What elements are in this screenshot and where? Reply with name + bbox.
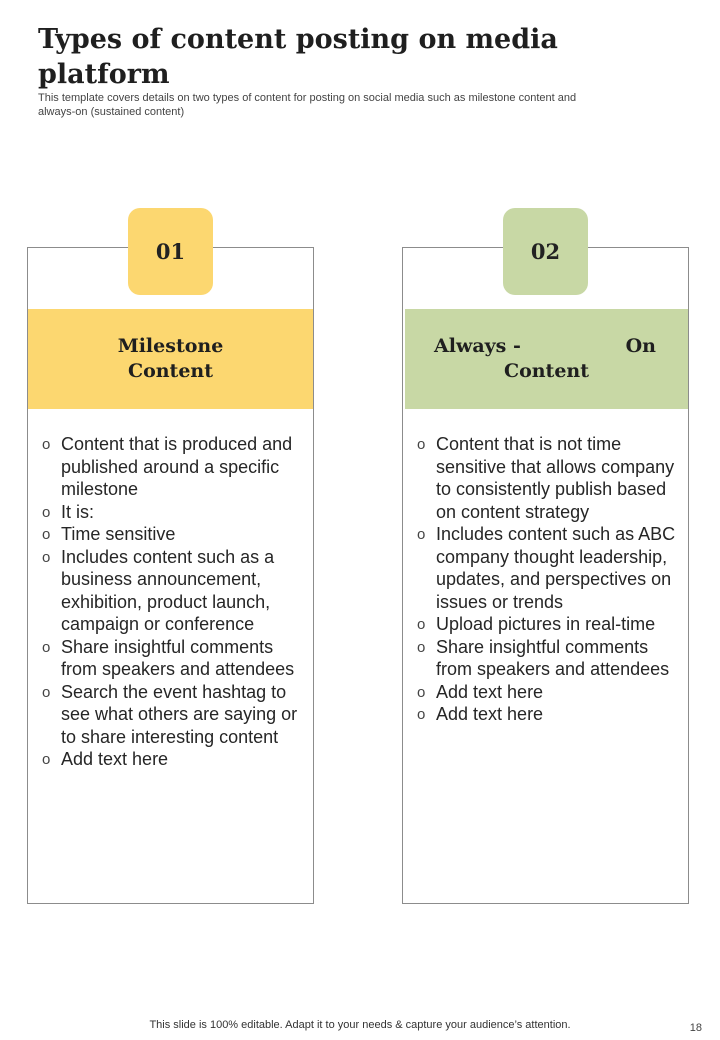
footer-note: This slide is 100% editable. Adapt it to your needs & capture your audience’s attention. [149, 1019, 571, 1031]
list-item [417, 703, 685, 726]
list-item [42, 681, 310, 749]
always-on-heading-line2: Content [503, 360, 590, 382]
bullet-marker-icon: o [42, 526, 51, 543]
always-on-heading-line1a: Always - [434, 335, 521, 357]
bullet-marker-icon: o [42, 751, 51, 768]
page-number: 18 [689, 1022, 702, 1034]
list-item [42, 636, 310, 681]
bullet-marker-icon: o [417, 436, 426, 453]
bullet-marker-icon: o [417, 683, 426, 701]
list-item-text: Includes content such as ABC company thought leadership, updates, and perspectives on issues or trends [436, 524, 676, 612]
list-item [417, 433, 685, 523]
page-title: Types of content posting on media platform [38, 24, 558, 90]
list-item-text: Content that is not time sensitive that allows company to consistently publish based on content strategy [436, 434, 675, 522]
list-item [42, 748, 310, 771]
card-number-badge-01: 01 [128, 208, 213, 295]
list-item-text: Time sensitive [61, 524, 176, 544]
list-item-text: Content that is produced and published around a specific milestone [61, 434, 293, 499]
always-on-heading-band [405, 309, 688, 409]
always-on-heading-line1b: On [625, 335, 656, 357]
list-item-text: Upload pictures in real-time [436, 614, 656, 634]
milestone-bullet-list [42, 433, 310, 771]
list-item [417, 613, 685, 636]
list-item-text: It is: [61, 501, 95, 522]
list-item [42, 523, 310, 546]
list-item [42, 546, 310, 636]
bullet-marker-icon: o [417, 526, 426, 543]
bullet-marker-icon: o [417, 616, 426, 633]
bullet-marker-icon: o [42, 683, 51, 701]
bullet-marker-icon: o [417, 638, 426, 656]
list-item [417, 681, 685, 704]
list-item [42, 501, 310, 524]
bullet-marker-icon: o [42, 548, 51, 566]
list-item-text: Add text here [61, 749, 169, 769]
list-item [42, 433, 310, 501]
list-item [417, 523, 685, 613]
list-item-text: Share insightful comments from speakers and attendees [61, 636, 295, 679]
list-item [417, 636, 685, 681]
milestone-heading-band [28, 309, 313, 409]
page-subtitle: This template covers details on two types of content for posting on social media such as milestone content and always-on (sustained content) [38, 92, 577, 118]
milestone-heading [118, 334, 224, 384]
bullet-marker-icon: o [42, 503, 51, 521]
milestone-heading-line2: Content [127, 360, 214, 382]
bullet-marker-icon: o [42, 436, 51, 453]
list-item-text: Includes content such as a business announcement, exhibition, product launch, campaign or conference [61, 546, 275, 634]
card-number-badge-02: 02 [503, 208, 588, 295]
always-on-bullet-list [417, 433, 685, 726]
list-item-text: Add text here [436, 681, 544, 702]
bullet-marker-icon: o [417, 706, 426, 723]
milestone-heading-line1: Milestone [117, 335, 224, 357]
list-item-text: Add text here [436, 704, 544, 724]
list-item-text: Search the event hashtag to see what others are saying or to share interesting content [61, 681, 298, 747]
list-item-text: Share insightful comments from speakers and attendees [436, 636, 670, 679]
bullet-marker-icon: o [42, 638, 51, 656]
